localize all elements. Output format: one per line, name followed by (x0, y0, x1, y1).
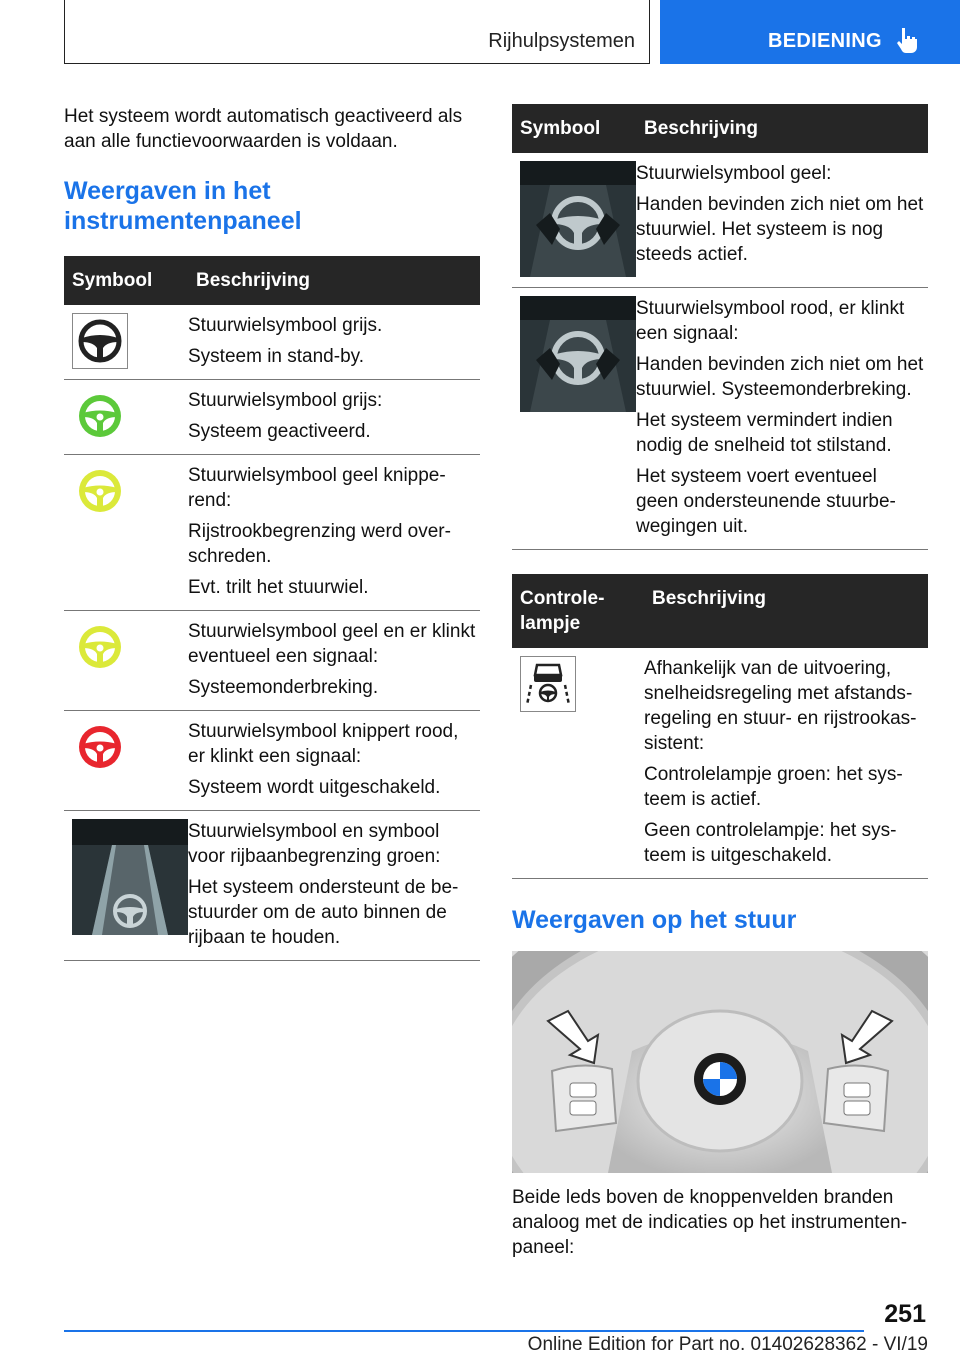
table-row (64, 811, 480, 961)
steering-wheel-yellow-icon (72, 619, 128, 675)
row-text: Het systeem vermindert indien nodig de snelheid tot stilstand. (636, 410, 893, 456)
column-header-description: Beschrijving (188, 256, 480, 305)
table-row (64, 305, 480, 380)
instrument-symbol-table (64, 256, 480, 961)
chapter-title: BEDIENING (768, 30, 882, 52)
column-header-symbol: Symbool (512, 104, 636, 153)
row-text: Evt. trilt het stuurwiel. (188, 577, 369, 598)
row-text: Systeem geactiveerd. (188, 421, 371, 442)
row-text: Stuurwielsymbool geel en er klinkt eventueel een signaal: (188, 621, 476, 667)
row-text: Stuurwielsymbool geel knipperend: (188, 465, 446, 511)
row-text: Stuurwielsymbool knippert rood, er klinkt een signaal: (188, 721, 459, 767)
table-row (64, 611, 480, 711)
row-text: Geen controlelampje: het systeem is uitgeschakeld. (644, 820, 897, 866)
header-section-box (64, 0, 650, 64)
row-text: Stuurwielsymbool grijs: (188, 390, 383, 411)
intro-paragraph: Het systeem wordt automatisch geactiveerd als aan alle functievoorwaarden is voldaan. (64, 106, 463, 152)
row-text: Het systeem ondersteunt de bestuurder om de auto binnen de rijbaan te houden. (188, 877, 459, 948)
steering-lane-assistant-lamp-icon (520, 656, 576, 712)
row-text: Het systeem voert eventueel geen ondersteunende stuurbewegingen uit. (636, 466, 896, 537)
edition-footer: Online Edition for Part no. 01402628362 - VI/19 (527, 1334, 928, 1355)
row-text: Systeem wordt uitgeschakeld. (188, 777, 441, 798)
hands-off-table (512, 104, 928, 550)
lane-boundary-display-image (72, 819, 188, 935)
row-text: Stuurwielsymbool grijs. (188, 315, 383, 336)
right-column (512, 104, 928, 1260)
steering-wheel-green-icon (72, 388, 128, 444)
photo-caption: Beide leds boven de knoppenvelden branden analoog met de indicaties op het instrumentenpaneel: (512, 1187, 908, 1258)
page-number: 251 (884, 1300, 926, 1328)
table-row (512, 648, 928, 879)
row-text: Stuurwielsymbool rood, er klinkt een signaal: (636, 298, 905, 344)
table-row (64, 380, 480, 455)
steering-wheel-yellow-icon (72, 463, 128, 519)
section-heading-instrument: Weergaven in het instrumentenpaneel (64, 177, 302, 235)
row-text: Stuurwielsymbool en symbool voor rijbaanbegrenzing groen: (188, 821, 441, 867)
hands-off-yellow-image (520, 161, 636, 277)
table-row (512, 153, 928, 288)
hand-pointer-icon (896, 26, 920, 54)
table-row (64, 711, 480, 811)
column-header-symbol: Symbool (64, 256, 188, 305)
column-header-lamp: Controlelampje (512, 574, 644, 648)
hands-off-red-image (520, 296, 636, 412)
row-text: Afhankelijk van de uitvoering, snelheidsregeling met afstandsregeling en stuur- en rijstrookassistent: (644, 658, 917, 754)
indicator-lamp-table (512, 574, 928, 879)
table-row (64, 455, 480, 611)
column-header-description: Beschrijving (636, 104, 928, 153)
row-text: Controlelampje groen: het systeem is actief. (644, 764, 903, 810)
row-text: Rijstrookbegrenzing werd overschreden. (188, 521, 451, 567)
table-row (512, 288, 928, 550)
column-header-description: Beschrijving (644, 574, 928, 648)
footer-divider (64, 1330, 864, 1332)
steering-wheel-grey-icon (72, 313, 128, 369)
left-column (64, 104, 480, 961)
section-title: Rijhulpsystemen (488, 30, 635, 52)
row-text: Handen bevinden zich niet om het stuurwiel. Het systeem is nog steeds actief. (636, 194, 924, 265)
row-text: Handen bevinden zich niet om het stuurwiel. Systeemonderbreking. (636, 354, 924, 400)
row-text: Systeemonderbreking. (188, 677, 379, 698)
row-text: Stuurwielsymbool geel: (636, 163, 832, 184)
row-text: Systeem in stand-by. (188, 346, 365, 367)
section-heading-steering-wheel: Weergaven op het stuur (512, 906, 797, 934)
steering-wheel-photo (512, 951, 928, 1173)
steering-wheel-red-icon (72, 719, 128, 775)
header-chapter-box (660, 0, 960, 64)
